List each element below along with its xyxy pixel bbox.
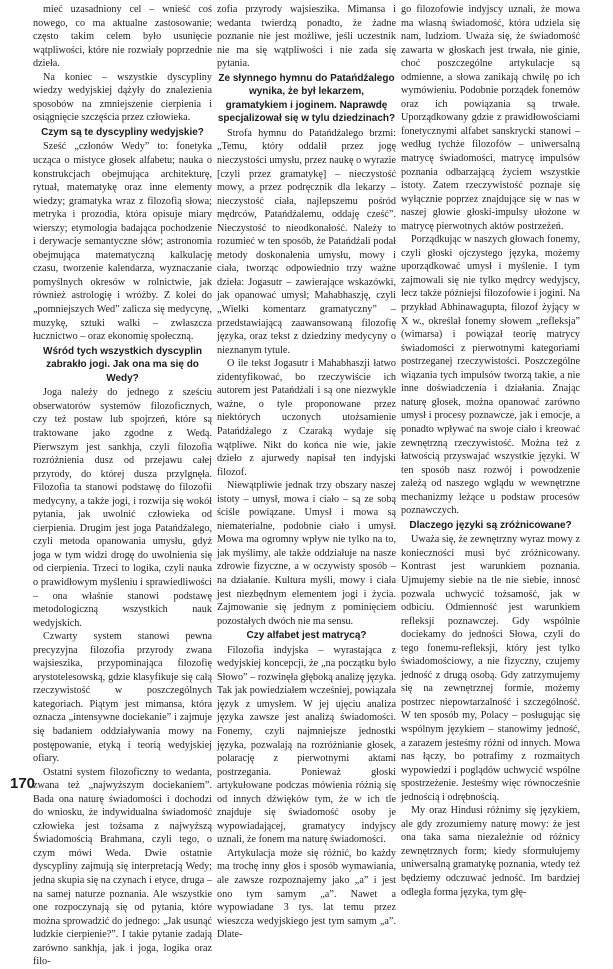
paragraph: Czwarty system stanowi pewna precyzyjna filozofia przyrody zwana wajsieszika, przypominająca filozofię arystotelesowską, gdzie klasyfikuje się całą rzeczywistość w poszczególnych kategoriach. Piątym jest mimansa, która oznacza „intensywne dociekanie” i zajmuje się badaniem oddziaływania mowy na postępowanie, etyką i teorią wedyjskiej ofiary.: [33, 631, 212, 765]
paragraph: My oraz Hindusi różnimy się językiem, ale gdy zrozumiemy naturę mowy: że jest ona taka sama niezależnie od różnicy zewnętrznych form; kiedy sformułujemy uniwersalną gramatykę poznania, wtedy też będziemy odczuwać jedność. Im bardziej odległa forma języka, tym głę-: [401, 805, 580, 898]
paragraph: Porządkując w naszych głowach fonemy, czyli głoski ojczystego języka, możemy uporządkować umysł i myślenie. I tym zajmowali się nie tylko mędrcy wedyjscy, lecz także późniejsi filozofowie i jogini. Na przykład Abhinawagupta, filozof żyjący w X w., określał fonemy słowem „refleksja” (wimarsa) i powiązał teorię matrycy świadomości z pierwotnymi kategoriami postrzeganej rzeczywistości. Poszczególne wiązania tych impulsów tworzą takie, a nie inne doświadczenia i działania. Znając naturę głosek, można opanować zarówno umysł i procesy poznawcze, jak i emocje, a ponadto wpływać na swoje ciało i kreować zewnętrzną rzeczywistość. Można też z łatwością przyswajać wszystkie języki. W ten sposób nasz rozwój i powodzenie zależą od naszego wglądu w wewnętrzne mechanizmy leżące u podstaw procesów poznawczych.: [401, 234, 580, 517]
paragraph: Na koniec – wszystkie dyscypliny wiedzy wedyjskiej dążyły do znalezienia sposobów na zmniejszenie cierpienia i osiągnięcie szczęścia przez człowieka.: [33, 71, 212, 124]
section-question: Wśród tych wszystkich dyscyplin zabrakło jogi. Jak ona ma się do Wedy?: [43, 345, 202, 384]
column-1: [33, 3, 212, 969]
paragraph: Ostatni system filozoficzny to wedanta, zwana też „najwyższym dociekaniem”. Bada ona naturę świadomości i dochodzi do wniosku, że indywidualna świadomość człowieka jest tożsama z najwyższą Świadomością Brahmana, czyli tego, o czym mówi Weda. Dwie ostatnie dyscypliny zajmują się interpretacją Wedy; jedna skupia się na czynach i etyce, druga – na samej naturze poznania. Ale wszystkie one rozpoczynają się od pytania, które można sprowadzić do jednego: „Jak usunąć ludzkie cierpienie?”. I takie pytanie zadają zarówno sankhja, jak i joga, logika oraz filo-: [33, 766, 212, 968]
section-question: Dlaczego języki są zróżnicowane?: [409, 519, 572, 531]
section-question: Ze słynnego hymnu do Patańdźalego wynika, że był lekarzem, gramatykiem i joginem. Naprawdę specjalizował się w tylu dziedzinach?: [217, 72, 396, 125]
paragraph: Artykulacja może się różnić, bo każdy ma trochę inny głos i sposób wymawiania, ale zawsze rozpoznajemy jako „a” i jest ono tym samym „a”. Nawet a wypowiadane 3 tys. lat temu przez wieszcza wedyjskiego jest tym samym „a”. Dlate-: [217, 847, 396, 941]
paragraph: Filozofia indyjska – wyrastająca z wedyjskiej koncepcji, że „na początku było Słowo” – rozwinęła głęboką analizę języka. Tak jak powiedziałem wcześniej, powiązała język z umysłem. W jej ujęciu analiza języka zawsze jest analizą świadomości. Fonemy, czyli najmniejsze jednostki języka, pozwalają na rozróżnianie głosek, polarację z pierwotnymi aktami postrzegania. Ponieważ głoski artykułowane podczas mówienia różnią się od innych dźwięków tym, że w ich tle znajduje się świadomość osoby je wypowiadającej, gramatycy indyjscy uznali, że fonem ma naturę świadomości.: [217, 644, 396, 846]
column-2: [217, 3, 396, 942]
paragraph: Uważa się, że zewnętrzny wyraz mowy z konieczności musi być zróżnicowany. Kontrast jest warunkiem poznania. Ujmujemy siebie na tle nie siebie, innosć pozwala uchwycić tożsamość, jak w odbiciu. Odmienność jest warunkiem refleksji poznawczej. Gdy wspólnie dociekamy do jedności Słowa, czyli do tego fonemu-refleksji, który jest tylko świadomościowy, a nie fizyczny, czujemy jedność z drugą osobą. Gdy zatrzymujemy się na zewnętrznej formie, możemy postrzec niepowtarzalność i szczególność. W ten sposób my, Polacy – posługując się wspólnym językiem – stanowimy jedność, a zarazem jesteśmy różni od innych. Mowa nas łączy, bo potrafimy z rozmaitych wypowiedzi i poglądów uchwycić wspólne spostrzeżenie. Jesteśmy więc równocześnie jednością i odrębnością.: [401, 534, 580, 803]
paragraph: Strofa hymnu do Patańdźalego brzmi: „Temu, który oddalił przez jogę nieczystości umysłu, przez naukę o wyrazie [czyli przez gramatykę] – nieczystość mowy, a przez podręcznik dla lekarzy – nieczystość ciała, najlepszemu pośród mędrców, Patańdźalemu, oddaję cześć”. Nieczystość to nieodkonałość. Należy to rozumieć w ten sposób, że Patańdźali podał metody doskonalenia umysłu, mowy i ciała, tworząc odpowiednio trzy ważne dzieła: Jogasutr – zawierające wskazówki, jak opanować umysł; Mahabhaszję, czyli „Wielki komentarz gramatyczny” – przedstawiającą zaawansowaną filozofię języka, oraz tekst z dziedziny medycyny o nieznanym tytule.: [217, 127, 396, 356]
paragraph: zofia przyrody wajsieszika. Mimansa i wedanta twierdzą ponadto, że żadne poznanie nie jest możliwe, jeśli uczestnik nie ma się wątpliwości i nie zada się pytania.: [217, 4, 396, 70]
page-number: 170: [10, 775, 36, 792]
column-3: [401, 3, 580, 899]
paragraph: mieć uzasadniony cel – wnieść coś nowego, co ma aktualne zastosowanie; często takim celem było usunięcie wątpliwości, które nie rozwiały poprzednie dzieła.: [33, 4, 212, 70]
section-question: Czym są te dyscypliny wedyjskie?: [41, 126, 204, 138]
paragraph: go filozofowie indyjscy uznali, że mowa ma własną świadomość, która udziela się nam, ludziom. Uważa się, że świadomość zawarta w głoskach jest trwała, nie ginie, choć poszczególne artykulacje są odmienne, a słowa zanikają chwilę po ich wymówieniu. Podobnie porządek fonemów oraz ich powiązania są trwałe. Uporządkowany gdzie z prawidłowościami fonetycznymi alfabet sanskrycki stanowi – według tychże filozofów – uniwersalną matrycę świadomości, matrycę impulsów poznania odbarzającą życiem wszystkie istoty. Zatem rzeczywistość poznaje się wyłącznie poprzez znajdujące się w nas w naszej głowie głoski-impulsy ułożone w matrycę pierwotnych aktów postrzeżeń.: [401, 4, 580, 232]
paragraph: O ile tekst Jogasutr i Mahabhaszji łatwo zidentyfikować, bo rzeczywiście ich autorem jest Patańdźali i są one niezwykle ważne, o tyle proponowane przez niektórych uczonych utożsamienie Patańdźalego z Czaraką wydaje się wątpliwe. Nikt do końca nie wie, jakie dzieło z ajurwedy napisał ten indyjski filozof.: [217, 358, 396, 478]
section-question: Czy alfabet jest matrycą?: [246, 630, 367, 642]
paragraph: Joga należy do jednego z sześciu obserwatorów systemów filozoficznych, czy też postaw lub spojrzeń, które są traktowane jako zgodne z Wedą. Pierwszym jest sankhja, czyli filozofia rozróżnienia dusz od przejawu całej przyrody, do której dusza przylgnęła. Filozofia ta stanowi podstawę do filozofii medycyny, a także jogi, i rozwija się wokół pytania, jak uwolnić człowieka od cierpienia. Drugim jest joga Patańdźalego, czyli metoda opanowania umysłu, gdyż joga w tym widzi drogę do uwolnienia się od cierpienia. Trzeci to logika, czyli nauka o prawidłowym myśleniu i sprawiedliwości – ona właśnie stanowi podstawę metodologiczną wszystkich nauk wedyjskich.: [33, 387, 212, 629]
paragraph: Niewątpliwie jednak trzy obszary naszej istoty – umysł, mowa i ciało – są ze sobą ściśle powiązane. Umysł i mowa są niematerialne, podobnie ciało i umysł. Mowa ma ogromny wpływ nie tylko na to, jak myślimy, ale także oddziałuje na nasze zdrowie fizyczne, a w oczywisty sposób – na działanie. Kultura myśli, mowy i ciała jest niezbędnym elementem jogi i życia. Zajmowanie się jednym z pominięciem pozostałych dwóch nie ma sensu.: [217, 480, 396, 627]
paragraph: Sześć „członów Wedy” to: fonetyka ucząca o mistyce głosek alfabetu; nauka o konstrukcjach obejmująca architekturę, rytuał, matematykę oraz inne elementy wiedzy; gramatyka wraz z filozofią słowa; metryka i prozodia, która opisuje miary wierszy; etymologia badająca pochodzenie i derywacje semantyczne słów; astronomia obejmująca matematyczną kalkulację czasu, tworzenie kalendarza, wyznaczanie pomyślnych okresów w rolnictwie, jak również astrologię i wróżby. Z kolei do „pomniejszych Wed” zalicza się medycynę, muzykę, sztuki walki – zwłaszcza łucznictwo – oraz ekonomię społeczną.: [33, 141, 212, 343]
